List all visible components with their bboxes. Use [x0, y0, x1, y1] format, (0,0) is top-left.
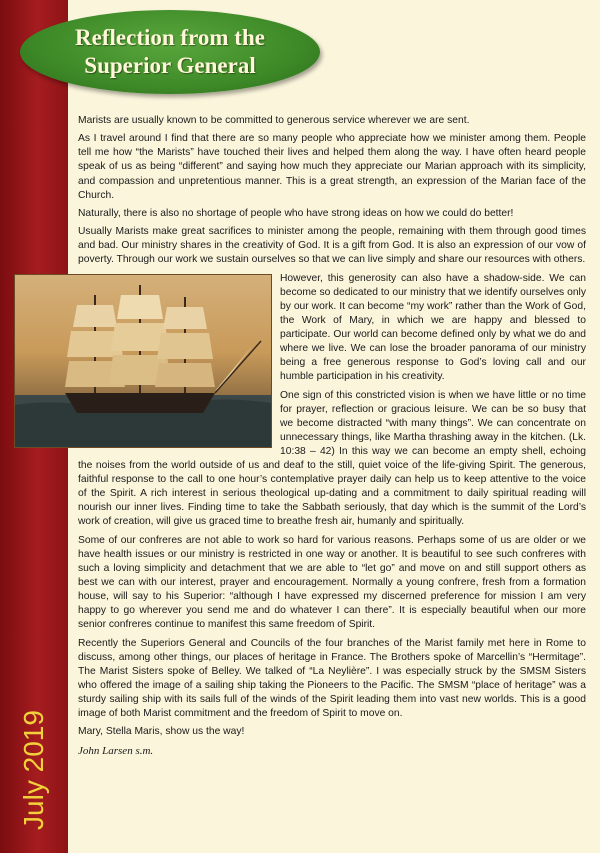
title-banner — [20, 10, 320, 94]
paragraph: As I travel around I find that there are so many people who appreciate how we minister among them. People tell me how “the Marists” have touched their lives and helped them along the way. I have often heard people speak of us as being “different” and saying how much they appreciate our Marian approach with its simplicity, and compassion and unpretentious manner. This is a great strength, an expression of the Marian face of the Church. — [78, 133, 586, 201]
paragraph: One sign of this constricted vision is when we have little or no time for prayer, reflection or gracious leisure. We can be so busy that we become distracted “with many things”. We can concentrate on unnecessary things, like Martha thrashing away in the kitchen. (Lk. 10:38 – 42) In this way we can become an empty shell, echoing the noises from the world outside of us and deaf to the still, quiet voice of the life-giving Spirit. The generous, faithful response to the call to one hour’s contemplative prayer daily can help us to keep attentive to the voice of the Spirit. A rich interest in serious theological up-dating and a commitment to daily spiritual reading will nourish our inner lives. Finding time to take the Sabbath seriously, that day which is the summit of the Lord’s work of creation, will give us graced time to breathe fresh air, humanly and spiritually. — [78, 389, 586, 528]
title-line-2: Superior General — [84, 53, 256, 78]
article-body — [78, 114, 586, 758]
title-line-1: Reflection from the — [75, 25, 265, 50]
paragraph: Marists are usually known to be committed to generous service wherever we are sent. — [78, 115, 470, 126]
sailing-ship-image — [14, 274, 272, 448]
paragraph: Usually Marists make great sacrifices to minister among the people, remaining with them through good times and bad. Our ministry shares in the creativity of God. It is a gift from God. It is also an expression of our vow of poverty. Through our work we sustain ourselves so that we can live simply and share our resources with others. — [78, 226, 586, 266]
paragraph: Recently the Superiors General and Councils of the four branches of the Marist family met here in Rome to discuss, among other things, our places of heritage in France. The Brothers spoke of Marcellin’s “Hermitage”. The Marist Sisters spoke of Belley. We talked of “La Neylière”. I was especially struck by the SMSM Sisters who offered the image of a sailing ship taking the Pioneers to the Pacific. The SMSM “place of heritage” was a sturdy sailing ship with its sails full of the winds of the Spirit leading them into vast new worlds. This is a good image of both Marist commitment and the freedom of Spirit to move on. — [78, 637, 586, 720]
paragraph: Some of our confreres are not able to work so hard for various reasons. Perhaps some of us are older or we have health issues or our ministry is restricted in one way or another. It is beautiful to see such confreres with such a loving simplicity and detachment that we are able to “let go” and move on and still support others as best we can with our interest, prayer and encouragement. Normally a young confrere, fresh from a formation house, will say to his Superior: “although I have expressed my discerned preference for mission I am very happy to go wherever you send me and do whatever I can there”. It is especially beautiful when our more senior confreres continue to manifest this same freedom of Spirit. — [78, 534, 586, 631]
paragraph: Naturally, there is also no shortage of people who have strong ideas on how we could do better! — [78, 207, 514, 219]
paragraph: Mary, Stella Maris, show us the way! — [78, 726, 245, 738]
author-signature: John Larsen s.m. — [78, 744, 154, 757]
paragraph: However, this generosity can also have a shadow-side. We can become so dedicated to our ministry that we identify ourselves only by our work. It can become “my work” rather than the Work of God, the Work of Mary, in which we are happy and blessed to participate. Our world can become defined only by what we do and where we live. We can lose the broader panorama of our ministry being a free generous response to God’s loving call and our humble participation in his creativity. — [280, 272, 586, 383]
issue-date: July 2019 — [18, 710, 49, 830]
